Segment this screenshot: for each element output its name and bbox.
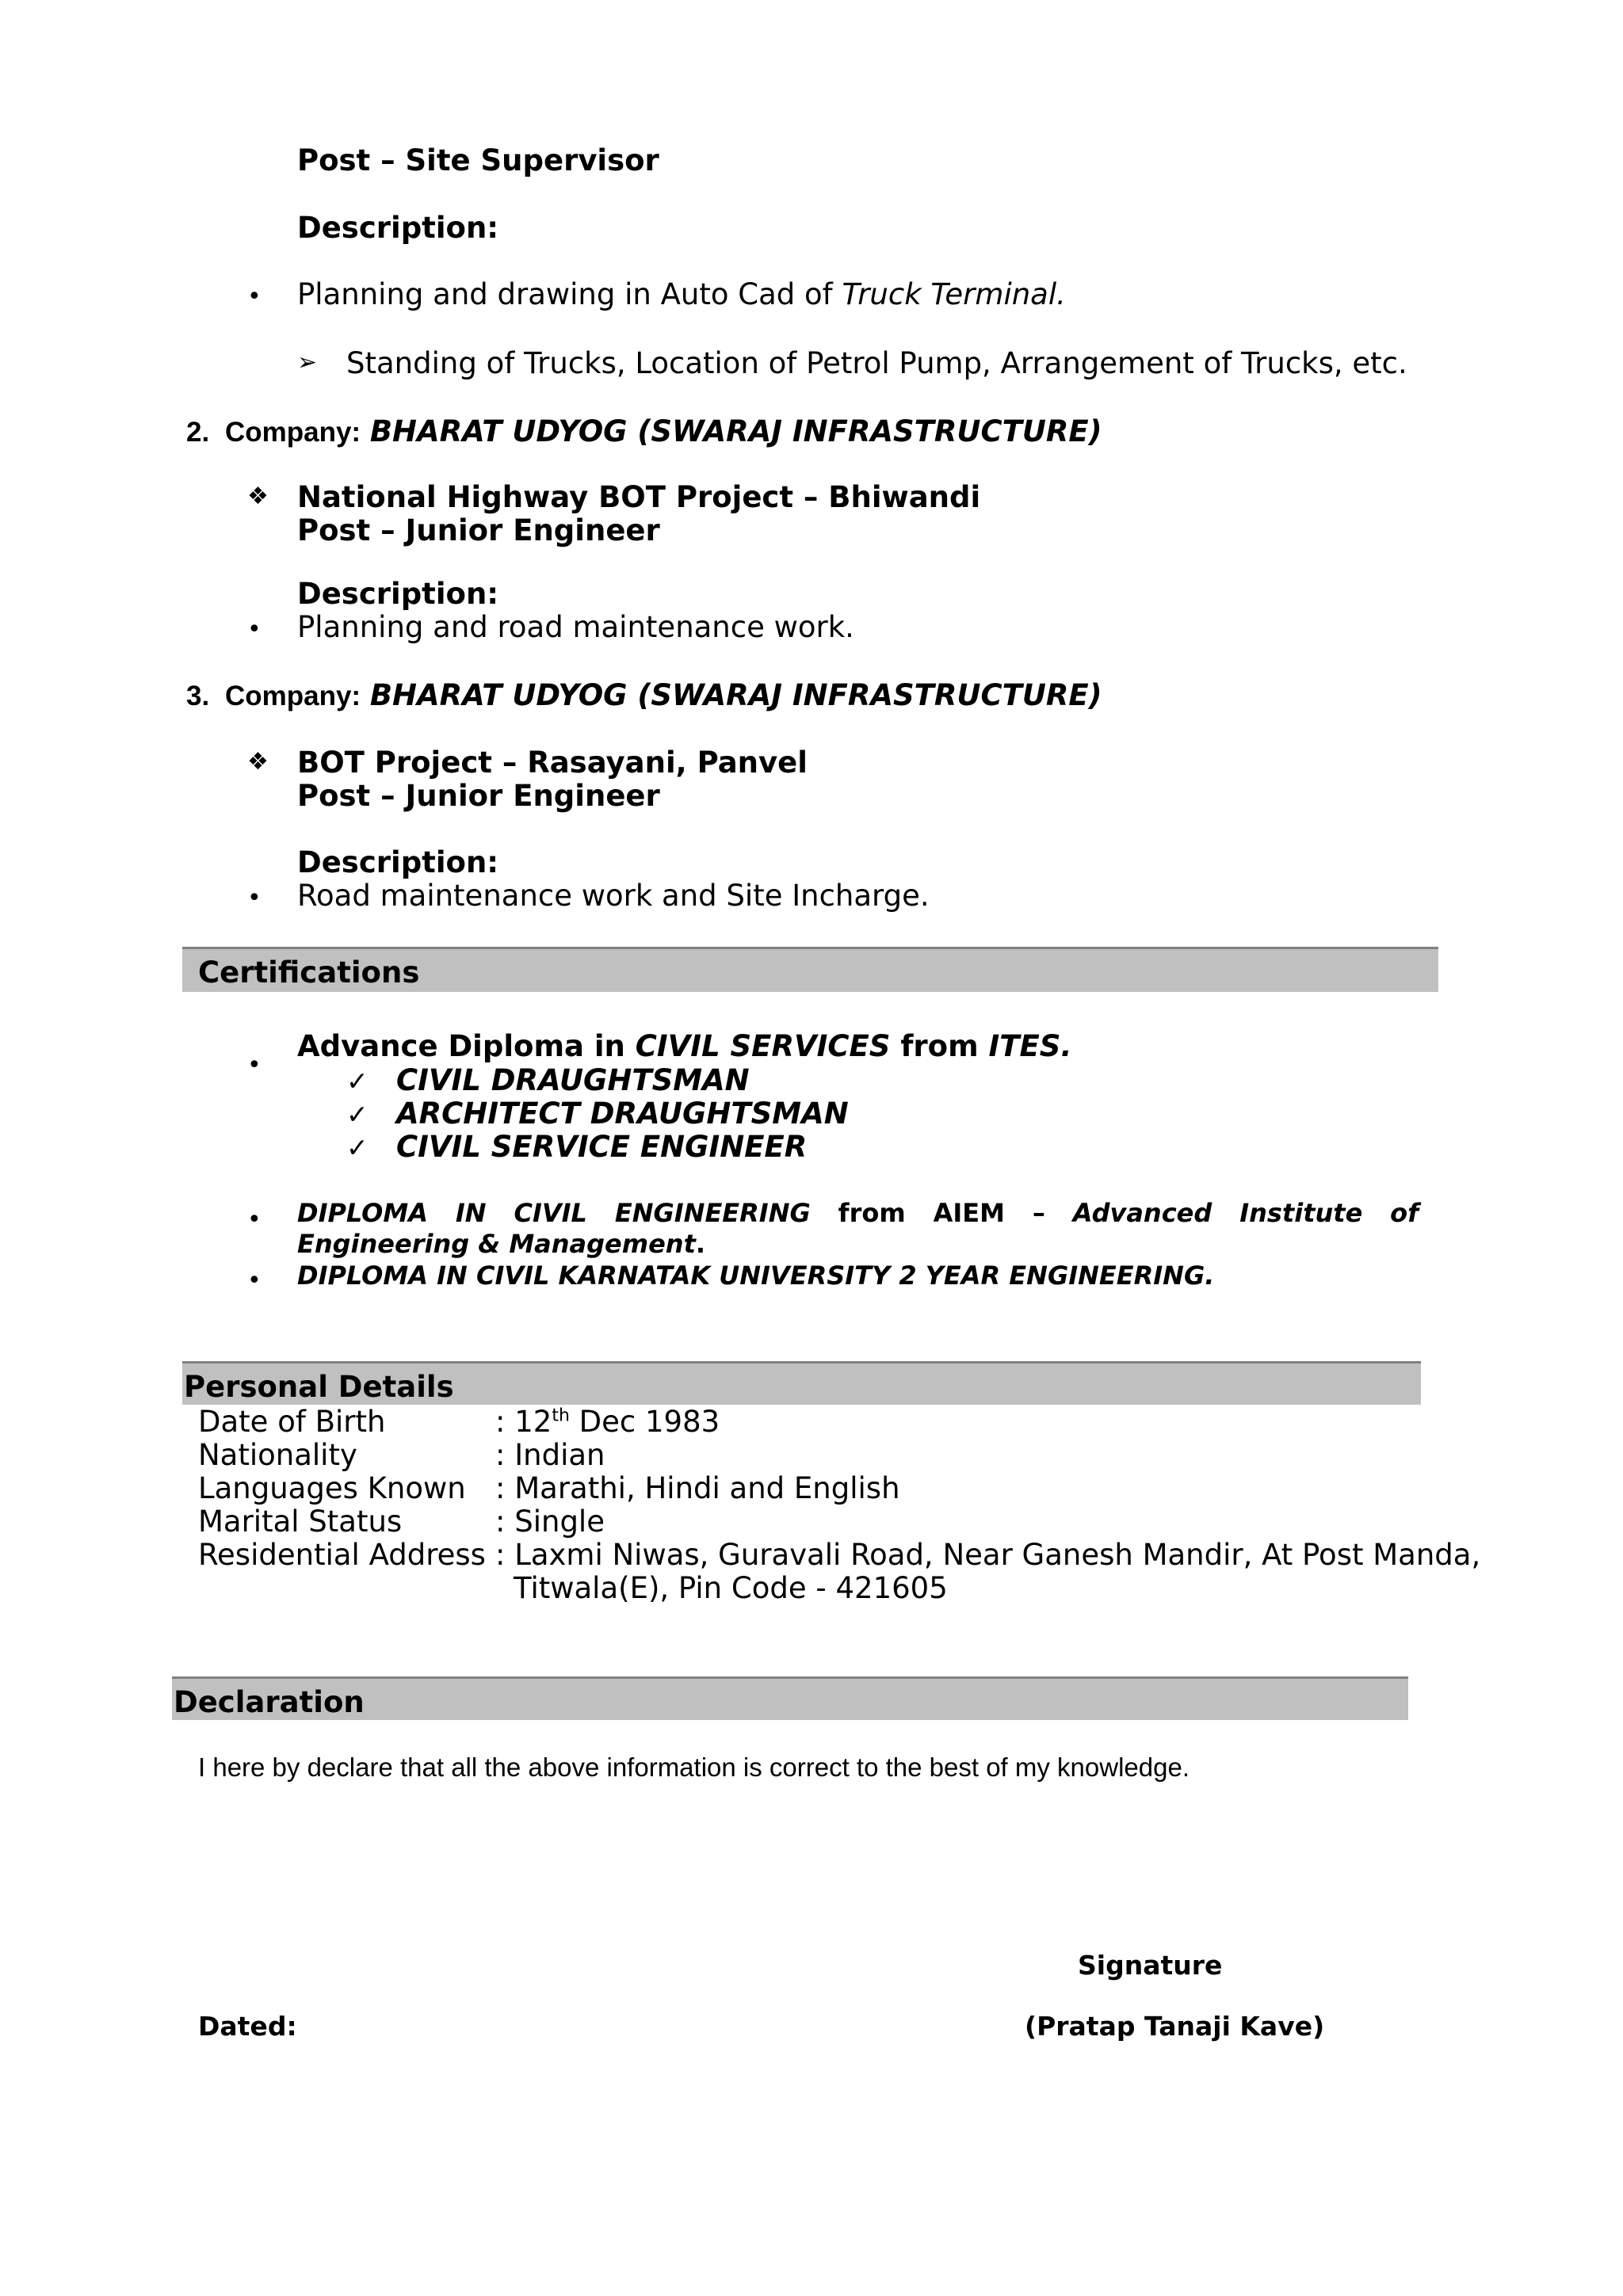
bullet-icon: • [247,1051,262,1079]
job3-description-bullet: Road maintenance work and Site Incharge. [297,879,930,913]
job2-post: Post – Junior Engineer [297,513,660,547]
personal-details-heading: Personal Details [184,1370,454,1404]
diamond-bullet-icon: ❖ [247,748,269,776]
declaration-heading: Declaration [174,1685,365,1719]
personal-marital-value: : Single [495,1505,605,1539]
job1-post: Post – Site Supervisor [297,143,659,177]
personal-dob-rest: Dec 1983 [569,1405,720,1439]
declaration-heading-bar [172,1676,1408,1720]
dated-label: Dated: [198,2011,297,2042]
personal-dob-suffix: th [552,1405,570,1426]
bullet-icon: • [247,1206,262,1234]
signature-label: Signature [1078,1950,1223,1981]
job2-company-line [186,415,1102,449]
job3-number: 3. [186,681,210,711]
job2-description-label: Description: [297,577,499,611]
job1-bullet-italic: Truck Terminal. [842,277,1066,311]
job1-description-bullet [297,278,1066,312]
cert-diploma2-word: CIVIL [514,1198,587,1228]
cert-diploma2-word: from [838,1198,906,1228]
cert-sub-item: ARCHITECT DRAUGHTSMAN [396,1097,849,1131]
personal-details-heading-bar [182,1361,1421,1405]
personal-nationality-value: : Indian [495,1438,605,1472]
cert-diploma1-p2: CIVIL SERVICES [635,1029,891,1063]
cert-advance-diploma [297,1030,1072,1064]
cert-diploma2-line1 [297,1198,1419,1228]
cert-diploma2-word: – [1032,1198,1045,1228]
cert-diploma2-line2-text: Engineering & Management [297,1229,696,1259]
bullet-icon: • [247,616,262,643]
check-icon: ✓ [346,1099,369,1130]
job2-number: 2. [186,417,210,448]
job2-project: National Highway BOT Project – Bhiwandi [297,480,981,514]
personal-address-line1: : Laxmi Niwas, Guravali Road, Near Ganesh Mandir, At Post Manda, [495,1538,1481,1572]
personal-address-label: Residential Address [198,1538,486,1572]
cert-diploma1-p4: ITES. [988,1029,1072,1063]
personal-languages-label: Languages Known [198,1471,466,1505]
personal-dob-day: : 12 [495,1405,552,1439]
cert-diploma2-word: of [1390,1198,1419,1228]
cert-sub-item: CIVIL DRAUGHTSMAN [396,1063,750,1097]
certifications-heading: Certifications [198,955,420,990]
job2-description-bullet: Planning and road maintenance work. [297,610,854,644]
cert-diploma2-line2 [297,1230,705,1259]
check-icon: ✓ [346,1066,369,1097]
personal-nationality-label: Nationality [198,1438,357,1472]
cert-diploma2-line2-end: . [695,1229,706,1259]
job1-description-label: Description: [297,211,499,245]
job3-company-line [186,679,1102,713]
job3-description-label: Description: [297,845,499,879]
job3-company-label: Company: [224,681,361,711]
job2-company-name: BHARAT UDYOG (SWARAJ INFRASTRUCTURE) [369,414,1102,448]
certifications-heading-bar [182,947,1438,992]
personal-languages-value: : Marathi, Hindi and English [495,1471,900,1505]
cert-diploma1-p3: from [890,1029,989,1063]
job2-company-label: Company: [224,417,361,448]
bullet-icon: • [247,884,262,912]
cert-diploma2-word: ENGINEERING [614,1198,811,1228]
bullet-icon: • [247,283,262,311]
cert-sub-item: CIVIL SERVICE ENGINEER [396,1130,808,1164]
declaration-text: I here by declare that all the above information is correct to the best of my knowledge. [198,1753,1190,1782]
personal-dob-label: Date of Birth [198,1405,386,1439]
personal-marital-label: Marital Status [198,1505,403,1539]
personal-dob-value [495,1405,720,1440]
bullet-icon: • [247,1267,262,1295]
check-icon: ✓ [346,1132,369,1163]
cert-diploma2-word: IN [455,1198,487,1228]
cert-diploma2-word: DIPLOMA [297,1198,428,1228]
job1-bullet-text: Planning and drawing in Auto Cad of [297,277,842,311]
job1-sub-item: Standing of Trucks, Location of Petrol Pump, Arrangement of Trucks, etc. [346,346,1407,380]
personal-address-line2: Titwala(E), Pin Code - 421605 [514,1571,948,1605]
cert-diploma2-word: AIEM [933,1198,1005,1228]
cert-diploma3: DIPLOMA IN CIVIL KARNATAK UNIVERSITY 2 YEAR ENGINEERING. [297,1261,1215,1291]
signatory-name: (Pratap Tanaji Kave) [1025,2011,1325,2042]
job3-post: Post – Junior Engineer [297,779,660,813]
arrowhead-bullet-icon: ➢ [297,349,318,376]
cert-diploma2-word: Advanced [1072,1198,1212,1228]
diamond-bullet-icon: ❖ [247,482,269,510]
job3-project: BOT Project – Rasayani, Panvel [297,746,808,780]
cert-diploma2-word: Institute [1239,1198,1363,1228]
cert-diploma1-p1: Advance Diploma in [297,1029,636,1063]
job3-company-name: BHARAT UDYOG (SWARAJ INFRASTRUCTURE) [369,678,1102,712]
